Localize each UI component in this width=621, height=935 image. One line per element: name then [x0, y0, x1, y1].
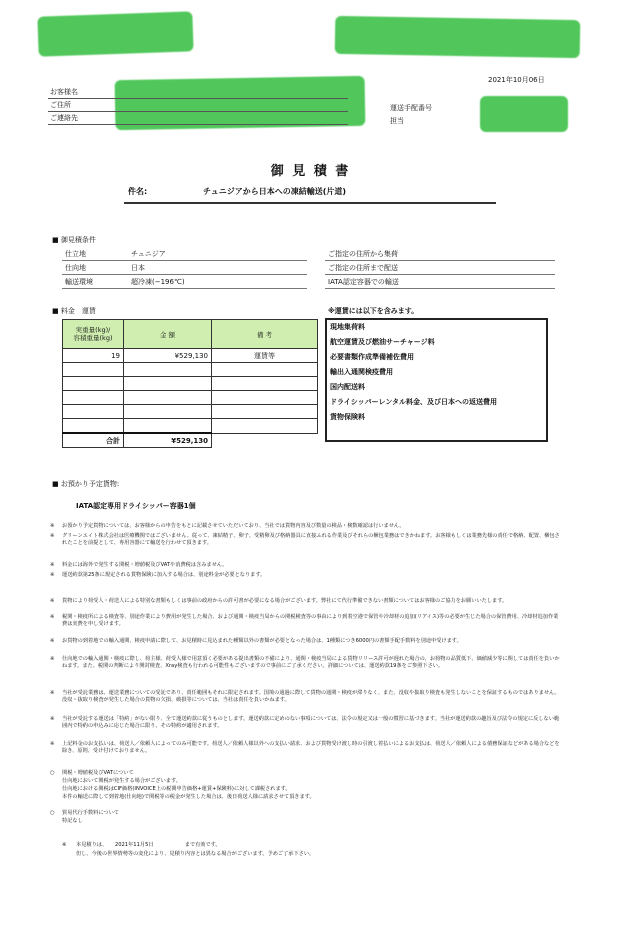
note: ※ 貨物により荷受人・荷送人による特別な書類もしくは事前の政府からの許可書が必要になる場合がございます。弊社にて代行準備できない書類についてはお客様のご協力をお願いいたします。 [50, 598, 508, 604]
conditions-notes-table [325, 247, 555, 289]
total-row: 合計 ¥529,130 [63, 433, 318, 448]
table-row [63, 419, 318, 434]
includes-box [325, 318, 548, 442]
table-row: ご指定の住所から集荷 [325, 247, 555, 261]
list-item: 現地集荷料 [330, 323, 365, 331]
tax-line-2: 仕向地における関税はCIF価格(INVOICE上の税関申告価格+運賃+保険料)に対して課税されます。 [62, 786, 291, 792]
table-row: 仕向地 日本 [62, 261, 307, 275]
note: ※ 上記料金のお支払いは、荷送人／依頼人によってのみ可能です。荷送人／依頼人様以外への支払い請求、および貨物受け渡し時の引渡し着払いによるお支払は、荷送人／依頼人による債務保証などがある場合などを除き、原則、受け付けておりません。 [50, 741, 560, 755]
transport-number-label: 運送手配番号 [390, 104, 432, 112]
conditions-table [62, 247, 307, 289]
table-row [63, 377, 318, 391]
list-item: 貨物保険料 [330, 413, 365, 421]
subject-label: 件名: [128, 187, 148, 196]
tax-line-3: 本件の輸送に際して到着地(仕向地)で関税等の税金が発生した場合は、後日荷送人様に請求させて頂きます。 [62, 794, 315, 800]
quote-date: 2021年10月06日 [488, 76, 545, 84]
table-row: 19 ¥529,130 運賃等 [63, 349, 318, 363]
remarks-header: 備 考 [212, 320, 318, 349]
list-item: ドライシッパーレンタル料金、及び日本への返送費用 [330, 398, 498, 406]
list-item: 必要書類作成準備補佐費用 [330, 353, 414, 361]
validity-line-2: 但し、今後の世界情勢等の変化により、見積り内容とは異なる場合がございます。予めご了承下さい。 [76, 851, 315, 857]
note: ※ 仕向地での輸入通関・検疫に際し、荷主様、荷受人様で用意頂く必要がある提出書類の不備により、通関・検疫当局による貨物リリース許可が遅れた場合の、お荷物の品質低下、価値減少等に関しては責任を負いかねます。また、税関の判断により開封検査、Xray検査も行われる可能性もございますので事前にご了承ください。詳細については、運送約款19条をご参照下さい。 [50, 656, 560, 670]
note: ※ お貨物の到着地での輸入通関、検疫申請に際して、お見積時に見込まれた種類以外の書類が必要となった場合は、1種類につき6000円の書類手配手数料を別途申受けます。 [50, 638, 462, 644]
redaction-person [480, 96, 568, 132]
page-title: 御 見 積 書 [270, 164, 351, 179]
note: ※ グリーンエイト株式会社は医療機関ではございません。従って、凍結精子、卵子、受精卵及び格納器具に直接ふれる作業及びそれらの梱包業務はできかねます。お客様もしくは業務先様の責任で格納、配置、梱包されたことを前提として、専用容器にて輸送を行わせて頂きます。 [50, 533, 560, 547]
redaction-customer [115, 76, 366, 130]
table-row [63, 363, 318, 377]
agent-line: 特記なし [62, 818, 83, 824]
weight-header: 実重量(kg)/ 容積重量(kg) [63, 320, 124, 349]
validity-mark: ※ [62, 842, 67, 848]
fees-table [62, 319, 318, 448]
redaction-top-right [335, 16, 581, 58]
cargo-heading: ■ お預かり予定貨物: [52, 480, 120, 488]
fees-heading: ■ 料金 運賃 [52, 307, 96, 315]
customer-name-label: お客様名 [50, 88, 78, 96]
includes-heading: ※運賃には以下を含みます。 [328, 307, 419, 315]
person-in-charge-label: 担当 [390, 117, 404, 125]
table-row: 仕立地 チュニジア [62, 247, 307, 261]
cargo-item: IATA認定専用ドライシッパー容器1個 [76, 502, 196, 510]
table-row: ご指定の住所まで配送 [325, 261, 555, 275]
note: ※ 当社が受託業務は、運送業務についての受託であり、責任範囲もそれに限定されます。国境の通過に際して貨物の通関・検疫が滞りなく、また、没収や抜取り検査も発生しないことを保証するものではありません。没収・抜取り検査が発生した場合の貨物の欠損、破損等については、当社は責任を負いかねます。 [50, 690, 560, 704]
table-row [63, 391, 318, 405]
note: ※ 当社が受託する運送は「特約」がない限り、全て運送約款に従うものとします。運送約款に定めのない事項については、法令の規定又は一般の慣習に基づきます。当社が運送約款の趣旨及び法令の規定に反しない範囲内で特約の申込みに応じた場合に限り、その特約が適用されます。 [50, 716, 560, 730]
note: ※ 税関・検疫所による検査等、別途作業により費用が発生した場合、および通関・検疫当局からの関税検査等の事由により到着空港で保管や冷却材の追加(リアイス)等の必要が生じた場合の保管費用、冷却材追加作業費は実費を申し受けます。 [50, 614, 559, 628]
table-row: 輸送環境 超冷凍(−196℃) [62, 275, 307, 289]
agent-mark: ○ [50, 810, 55, 816]
contact-label: ご連絡先 [50, 114, 78, 122]
conditions-heading: ■ 御見積条件 [52, 236, 96, 244]
agent-heading: 貿易代行手数料について [62, 810, 119, 816]
table-row: IATA認定容器での輸送 [325, 275, 555, 289]
list-item: 輸出入通関検疫費用 [330, 368, 393, 376]
address-label: ご住所 [50, 101, 71, 109]
subject-text: チュニジアから日本への凍結輸送(片道) [203, 187, 347, 196]
table-row [63, 405, 318, 419]
redaction-top-left [37, 11, 193, 56]
note: ※ 料金には海外で発生する関税・増値税及びVATや消費税は含みません。 [50, 562, 228, 568]
tax-mark: ○ [50, 770, 55, 776]
list-item: 航空運賃及び燃油サーチャージ料 [330, 338, 435, 346]
note: ※ 運送約款第25条に規定される貨物保険に加入する場合は、別途料金が必要となります。 [50, 572, 266, 578]
amount-header: 金 額 [124, 320, 212, 349]
tax-heading: 関税・増値税及びVATについて [62, 770, 134, 776]
list-item: 国内配送料 [330, 383, 365, 391]
tax-line-1: 仕向地において関税が発生する場合がございます。 [62, 778, 181, 784]
validity-line-1: 本見積りは、 2021年11月5日 まで有効です。 [76, 842, 221, 848]
note: ※ お預かり予定貨物については、お客様からの申告をもとに記載させていただいており、当社では貨物内容及び数量の検品・検数確認は行いません。 [50, 523, 405, 529]
